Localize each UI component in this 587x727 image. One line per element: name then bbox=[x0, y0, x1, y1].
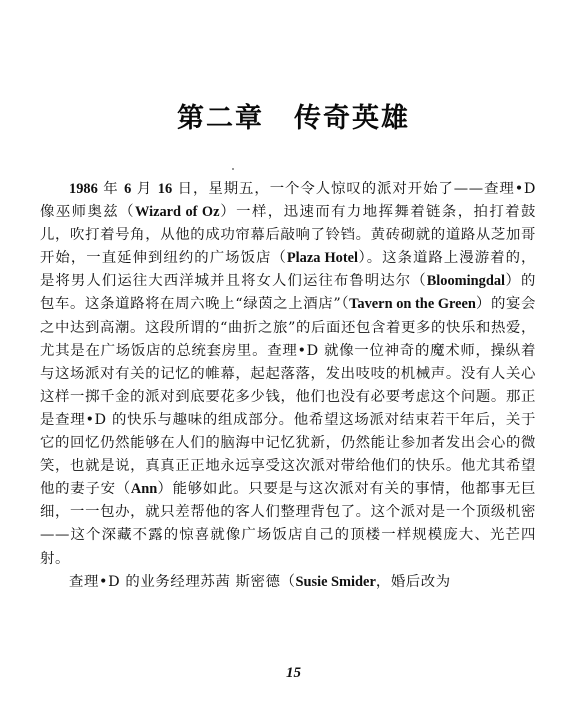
text-run: ）一样，迅速而有力地挥舞着链条，拍打着鼓儿，吹打着号角，从他的成功帘幕后敲响了铃铛。黄砖砌就的道路从芝加哥开始，一直延伸到纽约的广场饭店（ bbox=[40, 204, 536, 267]
chapter-body bbox=[40, 178, 536, 594]
text-run: 年 bbox=[97, 181, 125, 197]
bold-term: 1986 bbox=[69, 181, 98, 197]
page-number: 15 bbox=[286, 665, 301, 681]
chapter-heading bbox=[0, 96, 587, 135]
text-run: ）能够如此。只要是与这次派对有关的事情，他都事无巨细，一一包办，就只差帮他的客人们整理背包了。这个派对是一个顶级机密——这个深藏不露的惊喜就像广场饭店自己的顶楼一样规模庞大、光芒四射。 bbox=[40, 481, 536, 567]
print-speck bbox=[232, 168, 234, 170]
bold-term: 16 bbox=[157, 181, 173, 197]
bold-term: Tavern on the Green bbox=[349, 296, 476, 313]
text-run: ）。这条道路上漫游着的，是将男人们运往大西洋城并且将女人们运往布鲁明达尔（ bbox=[40, 250, 536, 290]
chapter-number: 第二章 bbox=[177, 103, 264, 134]
bold-term: Ann bbox=[130, 481, 158, 498]
text-run: 查理•D 的业务经理苏茜 斯密德（ bbox=[69, 573, 296, 590]
text-run: ）的包车。这条道路将在周六晚上“绿茵之上酒店”（ bbox=[40, 273, 536, 313]
text-run: 月 bbox=[131, 181, 158, 197]
paragraph bbox=[40, 178, 536, 571]
bold-term: Bloomingdal bbox=[426, 273, 506, 290]
paragraph bbox=[40, 571, 536, 594]
bold-term: Susie Smider bbox=[295, 573, 376, 590]
bold-term: Wizard of Oz bbox=[134, 204, 220, 221]
bold-term: Plaza Hotel bbox=[286, 250, 359, 267]
text-run: ）的宴会之中达到高潮。这段所谓的“曲折之旅”的后面还包含着更多的快乐和热爱，尤其是在广场饭店的总统套房里。查理•D 就像一位神奇的魔术师，操纵着与这场派对有关的记忆的帷幕，起起落落，发出吱吱的机械声。没有人关心这样一掷千金的派对到底要花多少钱，他们也没有必要考虑这个问题。那正是查理•D 的快乐与趣味的组成部分。他希望这场派对结束若干年后，关于它的回忆仍然能够在人们的脑海中记忆犹新，仍然能让参加者发出会心的微笑，也就是说，真真正正地永远享受这次派对带给他们的快乐。他尤其希望他的妻子安（ bbox=[40, 296, 537, 498]
text-run: ，婚后改为 bbox=[375, 573, 451, 590]
chapter-title: 传奇英雄 bbox=[294, 103, 410, 134]
text-run: 日，星期五，一个令人惊叹的派对开始了——查理•D 像巫师奥兹（ bbox=[40, 181, 537, 221]
bold-term: 6 bbox=[124, 181, 132, 197]
